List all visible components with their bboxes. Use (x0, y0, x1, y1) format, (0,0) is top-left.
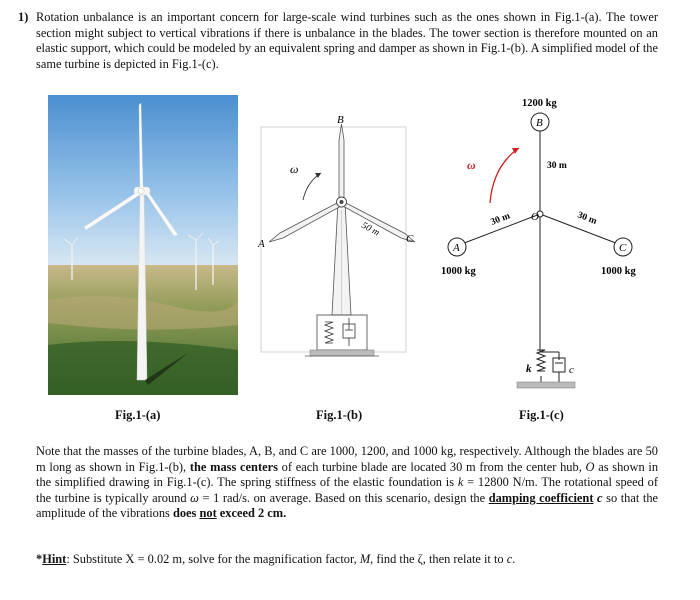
note-does: does (172, 506, 200, 521)
note-text-3: as shown in the simplified drawing in Fig.1-(c). The spring stiffness of the elastic foundation is (36, 459, 659, 490)
note-omega: ω (190, 490, 199, 505)
caption-fig-1a: Fig.1-(a) (115, 408, 161, 422)
fig-b-omega: ω (290, 162, 299, 176)
fig-c-mass-a: 1000 kg (441, 266, 476, 277)
note-text-2: of each turbine blade are located 30 m from the center hub, (277, 459, 586, 474)
hint-star: * (36, 552, 43, 566)
hint-text-1: : Substitute X = 0.02 m, solve for the magnification factor, (66, 552, 360, 566)
fig-c-mass-c: 1000 kg (601, 266, 636, 277)
problem-intro (18, 10, 658, 72)
figure-1b (255, 110, 425, 400)
caption-fig-1c: Fig.1-(c) (519, 408, 564, 422)
fig-c-omega: ω (467, 158, 476, 172)
note-text-1: Note that the masses of the turbine blades, A, B, and C are 1000, 1200, and 1000 kg, respectively. Although the blades are 50 m long as shown in Fig.1-(b), (36, 444, 658, 474)
fig-c-spring-k: k (526, 363, 532, 375)
note-text-4: = 12800 N/m. The rotational speed of the turbine is typically around (36, 475, 658, 505)
note-hub-o: O (585, 459, 595, 474)
fig-c-dist-left: 30 m (489, 211, 512, 228)
fig-c-dist-top: 30 m (547, 161, 567, 171)
caption-fig-1b: Fig.1-(b) (316, 408, 363, 422)
fig-c-dist-right: 30 m (575, 210, 598, 227)
note-exceed: exceed 2 cm. (216, 506, 287, 521)
fig-b-label-a: A (258, 238, 265, 250)
note-paragraph (36, 444, 658, 522)
note-c: c (593, 490, 603, 505)
intro-text: Rotation unbalance is an important concern for large-scale wind turbines such as the ones shown in Fig.1-(a). The tower section might subject to vertical vibrations if there is unbalance in the blades. The tower section is therefore mounted on an elastic support, which could be modeled by an equivalent spring and damper as shown in Fig.1-(b). A simplified model of the same turbine is depicted in Fig.1-(c). (36, 10, 658, 71)
fig-b-blade-length: 50 m (359, 220, 381, 239)
fig-c-label-c: C (619, 242, 627, 254)
figure-1c (435, 92, 660, 402)
hint-end: . (512, 552, 516, 566)
hint-m: M (359, 552, 371, 566)
note-text-6: so that the amplitude of the vibrations (36, 490, 659, 521)
fig-c-label-b: B (536, 117, 543, 129)
hint-line (36, 552, 676, 567)
note-k: k (457, 475, 464, 490)
fig-b-label-c: C (406, 233, 414, 245)
hint-label: Hint (42, 552, 67, 566)
note-mass-centers: the mass centers (189, 459, 278, 474)
hint-c: c (506, 552, 513, 566)
note-damping-coefficient: damping coefficient (488, 490, 594, 505)
problem-number: 1) (18, 10, 29, 24)
fig-c-damper-c: c (569, 364, 574, 376)
note-not: not (199, 506, 217, 521)
fig-b-label-b: B (337, 114, 344, 126)
wind-turbine-photo (48, 95, 238, 395)
fig-c-hub: O (531, 211, 539, 223)
fig-c-mass-b: 1200 kg (522, 98, 557, 109)
fig-c-label-a: A (453, 242, 460, 254)
note-text-5: = 1 rad/s. on average. Based on this scenario, design the (198, 490, 489, 505)
hint-text-2: , find the ζ, then relate it to (370, 552, 507, 566)
